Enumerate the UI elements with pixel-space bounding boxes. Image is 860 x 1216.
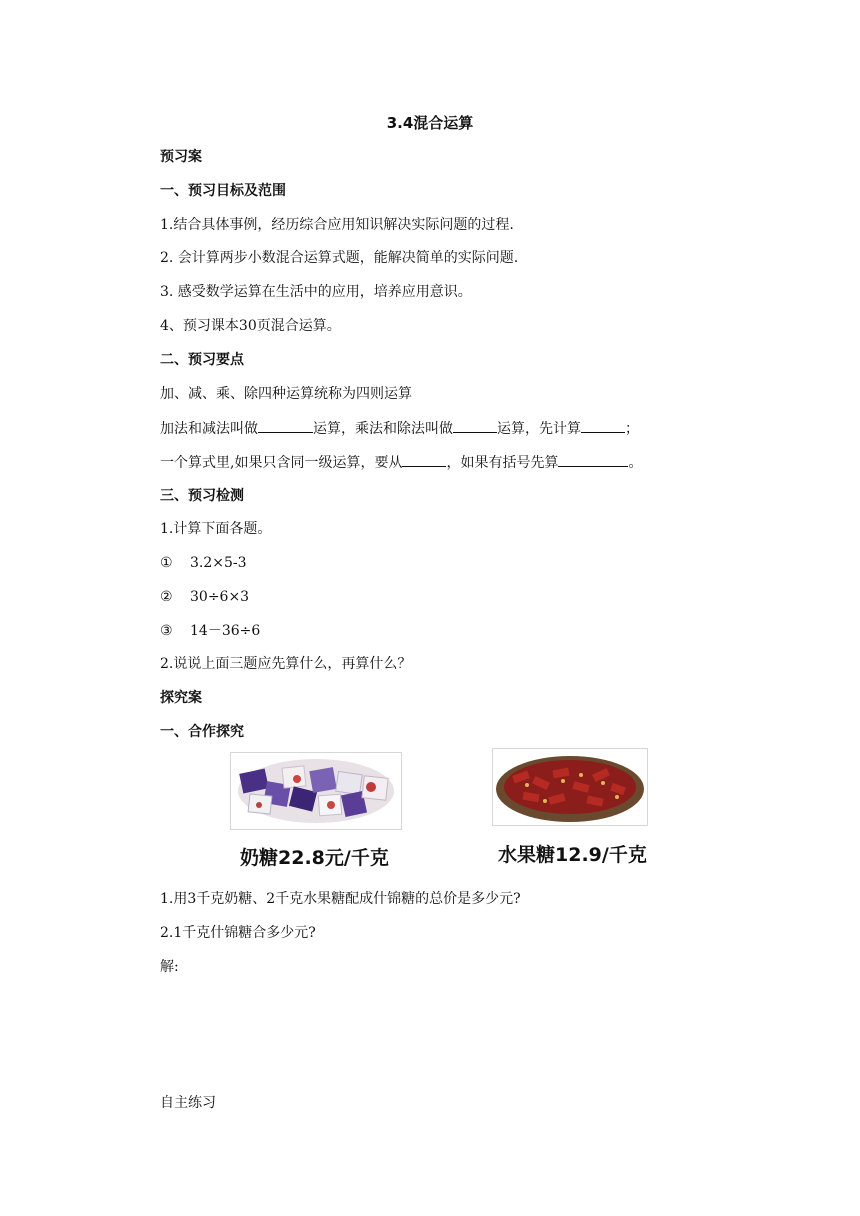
check-question-1: 1.计算下面各题。: [160, 521, 272, 537]
fill-blank-2[interactable]: [453, 418, 497, 433]
goal-item-3: 3. 感受数学运算在生活中的应用，培养应用意识。: [160, 284, 472, 300]
milk-candy-caption: 奶糖22.8元/千克: [240, 847, 389, 869]
key-point-line2-d: ；: [625, 421, 639, 437]
exercise-1-expr: 3.2×5-3: [190, 555, 247, 571]
milk-candy-image: [230, 752, 402, 830]
exercise-2-mark: ②: [160, 589, 173, 605]
answer-label: 解:: [160, 959, 179, 975]
fill-blank-4[interactable]: [402, 452, 446, 467]
page-title: 3.4混合运算: [386, 114, 474, 132]
exercise-3-expr: 14－36÷6: [190, 623, 261, 639]
goal-item-1: 1.结合具体事例，经历综合应用知识解决实际问题的过程.: [160, 217, 514, 233]
fruit-candy-photo-icon: [493, 749, 647, 825]
explore-heading: 探究案: [160, 690, 202, 706]
key-point-line2: [160, 418, 639, 439]
goal-item-4: 4、预习课本30页混合运算。: [160, 318, 341, 334]
self-practice-heading: 自主练习: [160, 1095, 216, 1111]
exercise-2-expr: 30÷6×3: [190, 589, 250, 605]
goal-item-2: 2. 会计算两步小数混合运算式题，能解决简单的实际问题.: [160, 250, 519, 266]
key-point-line3-a: 一个算式里,如果只含同一级运算，要从: [160, 455, 403, 471]
key-point-line2-a: 加法和减法叫做: [160, 421, 258, 437]
cooperate-heading: 一、合作探究: [160, 724, 244, 740]
key-point-line1: 加、减、乘、除四种运算统称为四则运算: [160, 386, 412, 402]
explore-question-1: 1.用3千克奶糖、2千克水果糖配成什锦糖的总价是多少元?: [160, 891, 521, 907]
key-point-line3-c: 。: [628, 455, 643, 471]
fill-blank-3[interactable]: [581, 418, 625, 433]
fruit-candy-caption: 水果糖12.9/千克: [498, 844, 647, 866]
section2-heading: 二、预习要点: [160, 352, 244, 368]
section3-heading: 三、预习检测: [160, 488, 244, 504]
exercise-1: [160, 553, 247, 573]
section1-heading: 一、预习目标及范围: [160, 183, 286, 199]
exercise-1-mark: ①: [160, 555, 173, 571]
check-question-2: 2.说说上面三题应先算什么，再算什么？: [160, 656, 412, 672]
exercise-3: [160, 621, 260, 641]
preview-heading: 预习案: [160, 149, 202, 165]
key-point-line2-b: 运算，乘法和除法叫做: [313, 421, 453, 437]
key-point-line3-b: ，如果有括号先算: [446, 455, 559, 471]
fruit-candy-image: [492, 748, 648, 826]
milk-candy-photo-icon: [231, 753, 401, 829]
explore-question-2: 2.1千克什锦糖合多少元?: [160, 925, 316, 941]
key-point-line3: [160, 452, 642, 473]
exercise-2: [160, 587, 249, 607]
fill-blank-1[interactable]: [258, 418, 313, 433]
fill-blank-5[interactable]: [558, 452, 628, 467]
key-point-line2-c: 运算，先计算: [497, 421, 581, 437]
exercise-3-mark: ③: [160, 623, 173, 639]
